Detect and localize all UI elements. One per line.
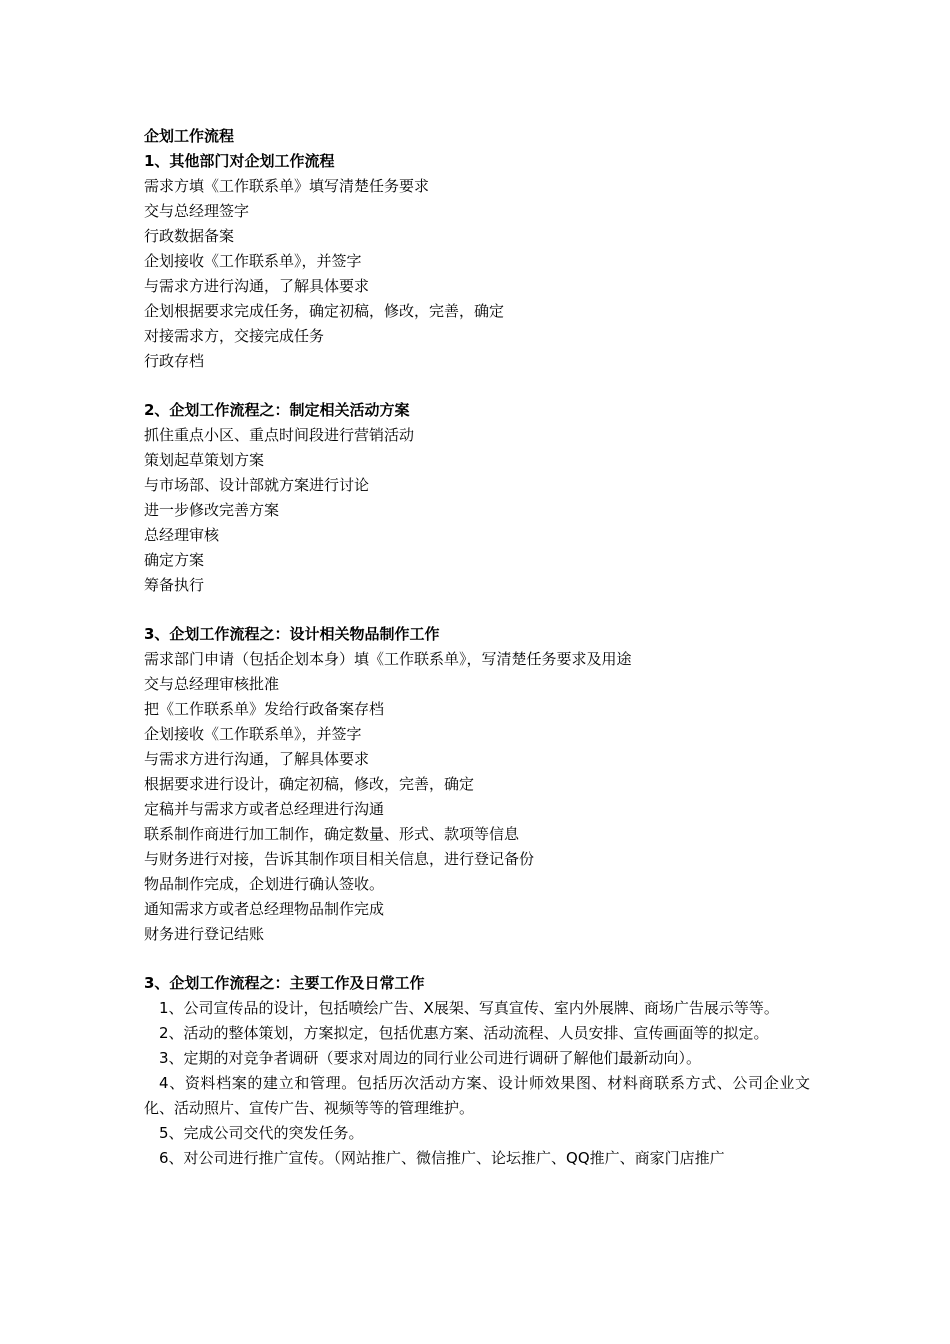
process-step: 把《工作联系单》发给行政备案存档	[144, 700, 385, 718]
process-step: 与需求方进行沟通，了解具体要求	[144, 750, 370, 768]
process-step: 对接需求方，交接完成任务	[144, 327, 325, 345]
process-step: 行政数据备案	[144, 227, 235, 245]
process-step: 行政存档	[144, 352, 205, 370]
process-step: 进一步修改完善方案	[144, 501, 280, 519]
section-heading: 3、企划工作流程之：主要工作及日常工作	[144, 974, 425, 992]
duty-item: 6、对公司进行推广宣传。（网站推广、微信推广、论坛推广、QQ推广、商家门店推广	[159, 1149, 725, 1167]
process-step: 物品制作完成，企划进行确认签收。	[144, 875, 385, 893]
process-step: 与市场部、设计部就方案进行讨论	[144, 476, 370, 494]
section-heading: 2、企划工作流程之：制定相关活动方案	[144, 401, 410, 419]
duty-item: 1、公司宣传品的设计，包括喷绘广告、X展架、写真宣传、室内外展牌、商场广告展示等等。	[159, 999, 779, 1017]
process-step: 财务进行登记结账	[144, 925, 265, 943]
process-step: 交与总经理签字	[144, 202, 250, 220]
process-step: 企划根据要求完成任务，确定初稿，修改，完善，确定	[144, 302, 505, 320]
process-step: 企划接收《工作联系单》，并签字	[144, 725, 362, 743]
duty-item: 4、资料档案的建立和管理。包括历次活动方案、设计师效果图、材料商联系方式、公司企业文化、活动照片、宣传广告、视频等等的管理维护。	[144, 1074, 810, 1117]
process-step: 抓住重点小区、重点时间段进行营销活动	[144, 426, 415, 444]
process-step: 总经理审核	[144, 526, 220, 544]
duty-item: 2、活动的整体策划，方案拟定，包括优惠方案、活动流程、人员安排、宣传画面等的拟定。	[159, 1024, 769, 1042]
process-step: 需求部门申请（包括企划本身）填《工作联系单》，写清楚任务要求及用途	[144, 650, 632, 668]
process-step: 通知需求方或者总经理物品制作完成	[144, 900, 385, 918]
process-step: 企划接收《工作联系单》，并签字	[144, 252, 362, 270]
duty-item: 3、定期的对竞争者调研（要求对周边的同行业公司进行调研了解他们最新动向）。	[159, 1049, 702, 1067]
section-heading: 1、其他部门对企划工作流程	[144, 152, 335, 170]
process-step: 联系制作商进行加工制作，确定数量、形式、款项等信息	[144, 825, 520, 843]
section-spacer	[144, 947, 810, 971]
duty-item: 5、完成公司交代的突发任务。	[159, 1124, 364, 1142]
process-step: 策划起草策划方案	[144, 451, 265, 469]
process-step: 根据要求进行设计，确定初稿，修改，完善，确定	[144, 775, 475, 793]
document-title: 企划工作流程	[144, 127, 235, 145]
section-heading: 3、企划工作流程之：设计相关物品制作工作	[144, 625, 440, 643]
process-step: 定稿并与需求方或者总经理进行沟通	[144, 800, 385, 818]
process-step: 与需求方进行沟通，了解具体要求	[144, 277, 370, 295]
process-step: 确定方案	[144, 551, 205, 569]
document-body	[144, 124, 810, 1171]
process-step: 需求方填《工作联系单》填写清楚任务要求	[144, 177, 430, 195]
process-step: 筹备执行	[144, 576, 205, 594]
process-step: 交与总经理审核批准	[144, 675, 280, 693]
section-spacer	[144, 374, 810, 398]
process-step: 与财务进行对接，告诉其制作项目相关信息，进行登记备份	[144, 850, 535, 868]
section-spacer	[144, 598, 810, 622]
